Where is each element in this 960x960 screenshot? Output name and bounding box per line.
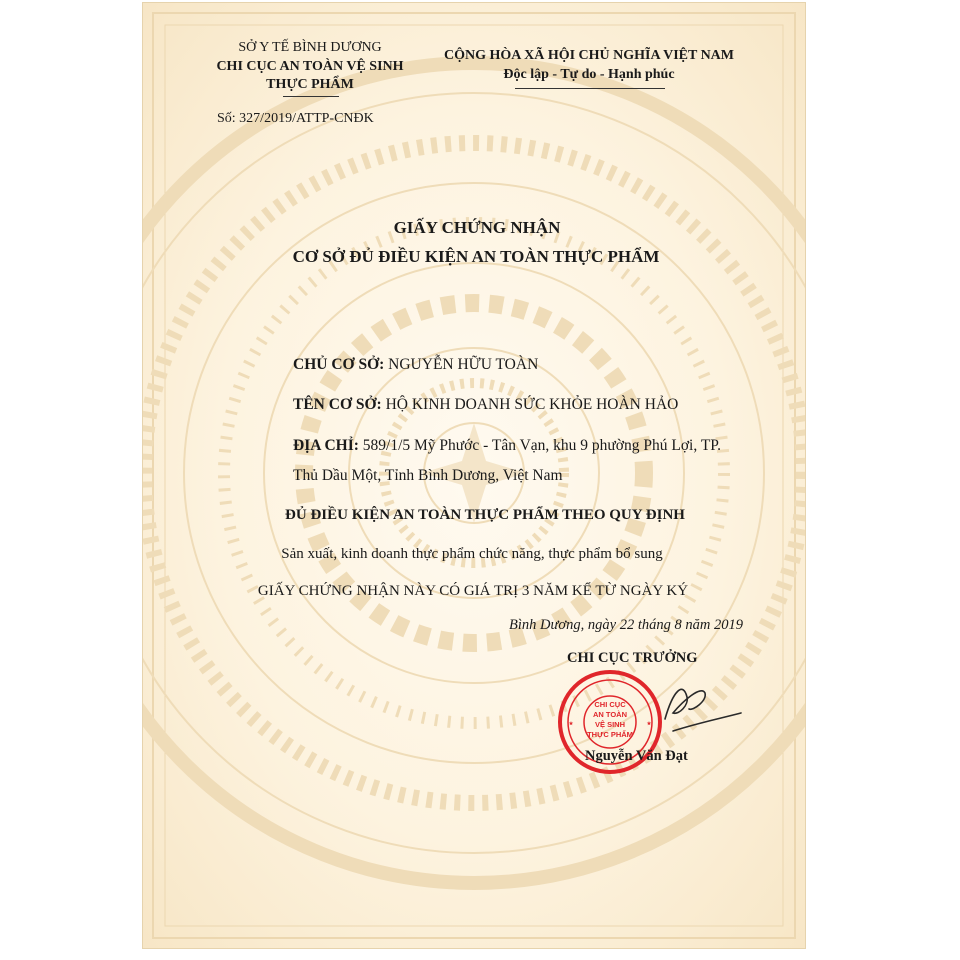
- facility-field: [293, 396, 678, 414]
- validity-statement: GIẤY CHỨNG NHẬN NÀY CÓ GIÁ TRỊ 3 NĂM KỂ TỪ NGÀY KÝ: [257, 583, 689, 599]
- agency-name-line2: THỰC PHẨM: [266, 77, 354, 92]
- facility-label: TÊN CƠ SỞ:: [293, 396, 382, 413]
- address-label: ĐỊA CHỈ:: [293, 437, 359, 454]
- certificate-subtitle: CƠ SỞ ĐỦ ĐIỀU KIỆN AN TOÀN THỰC PHẨM: [292, 247, 660, 266]
- facility-value: HỘ KINH DOANH SỨC KHỎE HOÀN HẢO: [385, 396, 679, 413]
- owner-field: [293, 356, 538, 374]
- header-right-underline: [515, 88, 665, 89]
- svg-text:THỰC PHẨM: THỰC PHẨM: [587, 730, 633, 739]
- address-value-line2: Thủ Dầu Một, Tỉnh Bình Dương, Việt Nam: [293, 467, 563, 484]
- certificate-paper: [142, 2, 806, 949]
- agency-name-line1: CHI CỤC AN TOÀN VỆ SINH: [216, 59, 404, 74]
- signer-name: Nguyễn Văn Đạt: [585, 748, 688, 764]
- business-scope: Sản xuất, kinh doanh thực phẩm chức năng, thực phẩm bổ sung: [281, 546, 663, 562]
- svg-text:★: ★: [646, 721, 652, 727]
- owner-label: CHỦ CƠ SỞ:: [293, 356, 385, 373]
- document-number: Số: 327/2019/ATTP-CNĐK: [217, 111, 374, 126]
- handwritten-signature: [643, 671, 753, 751]
- svg-text:★: ★: [568, 721, 574, 727]
- address-value-line1: 589/1/5 Mỹ Phước - Tân Vạn, khu 9 phường Phú Lợi, TP.: [362, 437, 722, 454]
- signer-title: CHI CỤC TRƯỞNG: [567, 650, 698, 666]
- address-field: [293, 437, 721, 455]
- svg-text:VỆ SINH: VỆ SINH: [594, 720, 626, 729]
- owner-value: NGUYỄN HỮU TOÀN: [388, 356, 539, 373]
- certificate-title: GIẤY CHỨNG NHẬN: [393, 218, 561, 237]
- place-and-date: Bình Dương, ngày 22 tháng 8 năm 2019: [509, 617, 743, 633]
- header-left-underline: [283, 96, 339, 97]
- qualification-statement: ĐỦ ĐIỀU KIỆN AN TOÀN THỰC PHẨM THEO QUY ĐỊNH: [285, 507, 685, 523]
- svg-text:CHI CỤC: CHI CỤC: [594, 700, 626, 709]
- national-motto: Độc lập - Tự do - Hạnh phúc: [503, 67, 675, 82]
- ministry-name: SỞ Y TẾ BÌNH DƯƠNG: [238, 40, 382, 55]
- national-title: CỘNG HÒA XÃ HỘI CHỦ NGHĨA VIỆT NAM: [443, 48, 735, 63]
- svg-text:AN TOÀN: AN TOÀN: [592, 710, 628, 719]
